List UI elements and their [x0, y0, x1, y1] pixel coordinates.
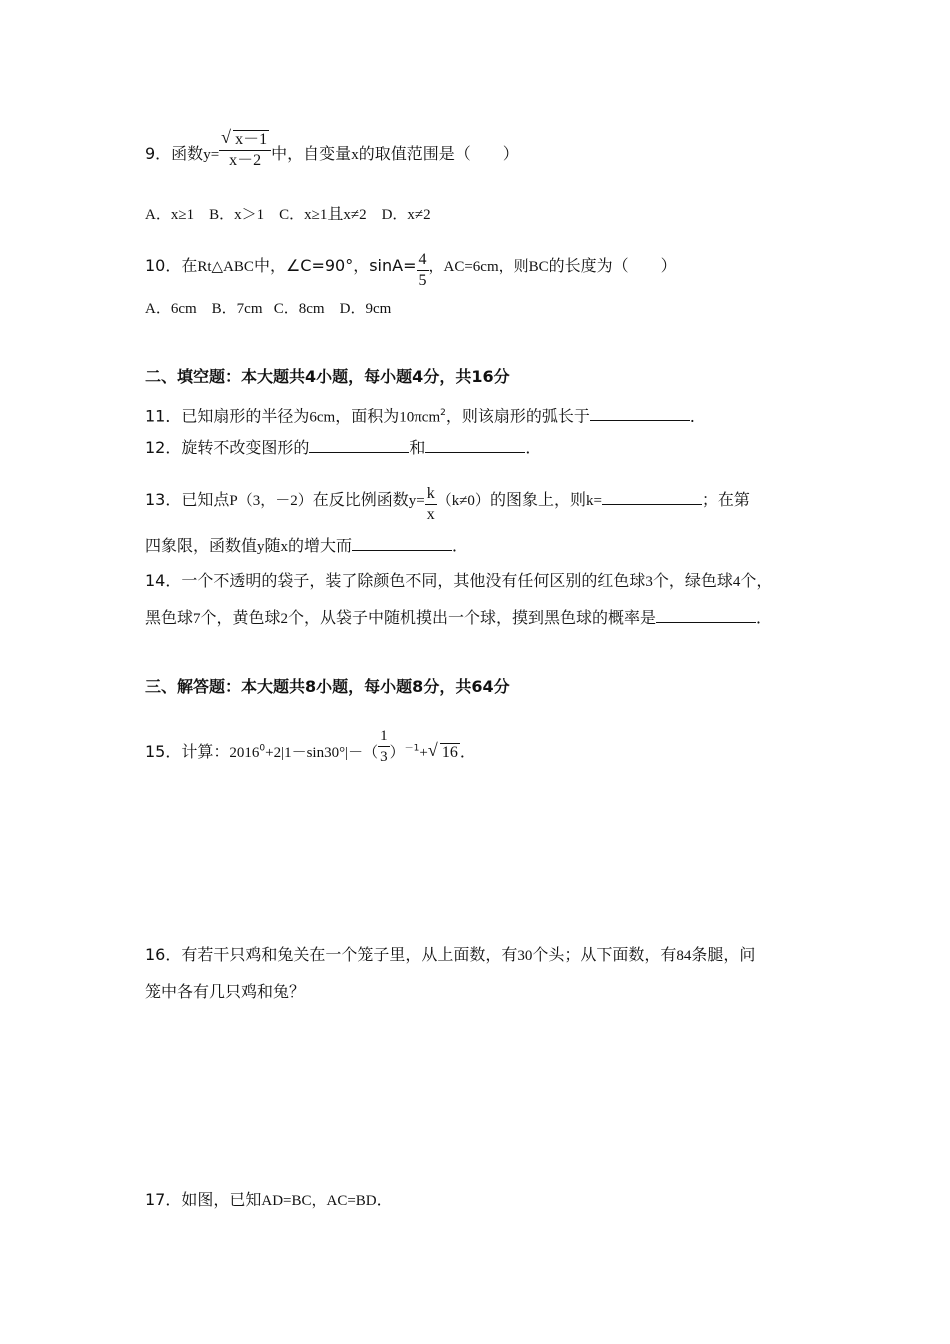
answer-blank [656, 608, 756, 623]
answer-blank-2 [425, 438, 525, 453]
question-9: 9．函数y= √ x－1 x－2 中，自变量x的取值范围是（ ） [145, 127, 519, 169]
fraction-sqrt-x-minus-1-over-x-minus-2: √ x－1 x－2 [219, 130, 271, 171]
option-a: A．x≥1 [145, 207, 195, 223]
sqrt-16: √ 16 [427, 740, 458, 761]
answer-blank [590, 406, 690, 421]
question-10-options [145, 298, 391, 320]
answer-blank-2 [352, 536, 452, 551]
option-a: A．6cm [145, 301, 197, 317]
sqrt-symbol: √ x－1 [221, 127, 268, 148]
section-2-heading: 二、填空题：本大题共4小题，每小题4分，共16分 [145, 367, 510, 386]
option-d: D．x≠2 [381, 207, 431, 223]
option-c: C．x≥1且x≠2 [279, 204, 367, 223]
question-11: 11．已知扇形的半径为6cm，面积为10πcm$^2$，则该扇形的弧长于 ． [145, 406, 706, 426]
question-17: 17．如图，已知AD=BC，AC=BD． [145, 1190, 393, 1209]
question-16: 16．有若干只鸡和兔关在一个笼子里，从上面数，有30个头；从下面数，有84条腿，问 [145, 945, 756, 964]
question-14: 14．一个不透明的袋子，装了除颜色不同，其他没有任何区别的红色球3个，绿色球4个， [145, 571, 773, 590]
option-b: B．7cm [211, 301, 263, 317]
option-d: D．9cm [339, 301, 392, 317]
option-b: B．x＞1 [209, 207, 265, 223]
question-14-line-2: 黑色球7个，黄色球2个，从袋子中随机摸出一个球，摸到黑色球的概率是 ． [145, 608, 773, 627]
question-9-options [145, 203, 431, 226]
option-c: C．8cm [273, 301, 325, 317]
fraction-4-over-5: $\frac{4}{5}$ [418, 251, 427, 289]
question-10: 10．在Rt△ABC中，∠C=90°，sinA= $\frac{4}{5}$ ，AC=6cm，则BC的长度为（ ） [145, 251, 677, 289]
answer-blank-1 [602, 490, 702, 505]
question-12: 12．旋转不改变图形的 和 ． [145, 438, 542, 457]
question-13: 13．已知点P（3，－2）在反比例函数y= $\frac{k}{x}$ （k≠0）的图象上，则k= ；在第 [145, 485, 750, 523]
question-15: 15．计算：$2016^0+2|1-\sin 30^\circ|-$（ $\frac{1}{3}$ ）$^{-1}$+ √ 16 ． [145, 728, 476, 765]
question-16-line-2: 笼中各有几只鸡和兔？ [145, 982, 306, 1001]
question-13-line-2: 四象限，函数值y随x的增大而 ． [145, 536, 469, 555]
answer-blank-1 [309, 438, 409, 453]
fraction-1-over-3: $\frac{1}{3}$ [380, 728, 388, 765]
section-3-heading: 三、解答题：本大题共8小题，每小题8分，共64分 [145, 677, 510, 696]
fraction-k-over-x: $\frac{k}{x}$ [426, 485, 435, 523]
